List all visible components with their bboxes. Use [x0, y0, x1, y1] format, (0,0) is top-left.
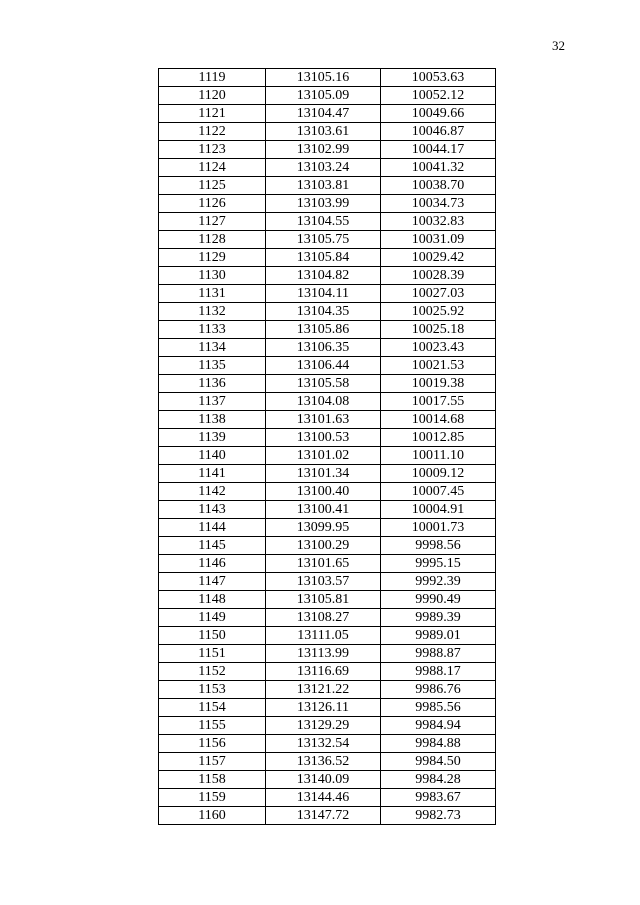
y-coordinate-cell: 9995.15: [381, 555, 496, 573]
table-row: [159, 537, 496, 555]
x-coordinate-cell: 13105.81: [266, 591, 381, 609]
y-coordinate-cell: 10025.92: [381, 303, 496, 321]
y-coordinate-cell: 9982.73: [381, 807, 496, 825]
table-row: [159, 249, 496, 267]
x-coordinate-cell: 13104.47: [266, 105, 381, 123]
point-id-cell: 1138: [159, 411, 266, 429]
x-coordinate-cell: 13099.95: [266, 519, 381, 537]
point-id-cell: 1123: [159, 141, 266, 159]
y-coordinate-cell: 10046.87: [381, 123, 496, 141]
point-id-cell: 1131: [159, 285, 266, 303]
y-coordinate-cell: 10027.03: [381, 285, 496, 303]
y-coordinate-cell: 10034.73: [381, 195, 496, 213]
table-row: [159, 609, 496, 627]
point-id-cell: 1128: [159, 231, 266, 249]
point-id-cell: 1155: [159, 717, 266, 735]
point-id-cell: 1154: [159, 699, 266, 717]
y-coordinate-cell: 9998.56: [381, 537, 496, 555]
x-coordinate-cell: 13103.81: [266, 177, 381, 195]
x-coordinate-cell: 13105.86: [266, 321, 381, 339]
x-coordinate-cell: 13108.27: [266, 609, 381, 627]
table-row: [159, 141, 496, 159]
x-coordinate-cell: 13100.29: [266, 537, 381, 555]
x-coordinate-cell: 13105.16: [266, 69, 381, 87]
point-id-cell: 1147: [159, 573, 266, 591]
y-coordinate-cell: 10009.12: [381, 465, 496, 483]
table-row: [159, 357, 496, 375]
y-coordinate-cell: 10053.63: [381, 69, 496, 87]
table-row: [159, 105, 496, 123]
y-coordinate-cell: 10007.45: [381, 483, 496, 501]
y-coordinate-cell: 10021.53: [381, 357, 496, 375]
table-row: [159, 501, 496, 519]
table-row: [159, 483, 496, 501]
point-id-cell: 1160: [159, 807, 266, 825]
table-row: [159, 267, 496, 285]
point-id-cell: 1153: [159, 681, 266, 699]
x-coordinate-cell: 13105.58: [266, 375, 381, 393]
y-coordinate-cell: 10012.85: [381, 429, 496, 447]
point-id-cell: 1119: [159, 69, 266, 87]
x-coordinate-cell: 13105.75: [266, 231, 381, 249]
table-row: [159, 681, 496, 699]
x-coordinate-cell: 13104.11: [266, 285, 381, 303]
y-coordinate-cell: 9984.88: [381, 735, 496, 753]
point-id-cell: 1120: [159, 87, 266, 105]
x-coordinate-cell: 13105.84: [266, 249, 381, 267]
table-row: [159, 753, 496, 771]
x-coordinate-cell: 13126.11: [266, 699, 381, 717]
y-coordinate-cell: 10014.68: [381, 411, 496, 429]
x-coordinate-cell: 13113.99: [266, 645, 381, 663]
y-coordinate-cell: 10029.42: [381, 249, 496, 267]
x-coordinate-cell: 13116.69: [266, 663, 381, 681]
table-row: [159, 429, 496, 447]
point-id-cell: 1134: [159, 339, 266, 357]
table-row: [159, 87, 496, 105]
y-coordinate-cell: 10052.12: [381, 87, 496, 105]
x-coordinate-cell: 13104.35: [266, 303, 381, 321]
x-coordinate-cell: 13140.09: [266, 771, 381, 789]
point-id-cell: 1148: [159, 591, 266, 609]
y-coordinate-cell: 9988.87: [381, 645, 496, 663]
y-coordinate-cell: 10025.18: [381, 321, 496, 339]
table-row: [159, 339, 496, 357]
y-coordinate-cell: 9983.67: [381, 789, 496, 807]
y-coordinate-cell: 10011.10: [381, 447, 496, 465]
table-row: [159, 303, 496, 321]
table-row: [159, 123, 496, 141]
table-row: [159, 195, 496, 213]
y-coordinate-cell: 10032.83: [381, 213, 496, 231]
table-row: [159, 591, 496, 609]
table-row: [159, 699, 496, 717]
x-coordinate-cell: 13101.34: [266, 465, 381, 483]
point-id-cell: 1151: [159, 645, 266, 663]
table-row: [159, 735, 496, 753]
point-id-cell: 1137: [159, 393, 266, 411]
y-coordinate-cell: 9984.50: [381, 753, 496, 771]
table-row: [159, 789, 496, 807]
table-row: [159, 663, 496, 681]
table-row: [159, 573, 496, 591]
point-id-cell: 1158: [159, 771, 266, 789]
x-coordinate-cell: 13104.55: [266, 213, 381, 231]
table-row: [159, 177, 496, 195]
x-coordinate-cell: 13104.08: [266, 393, 381, 411]
page-number: 32: [552, 38, 565, 53]
table-row: [159, 375, 496, 393]
point-id-cell: 1125: [159, 177, 266, 195]
table-row: [159, 447, 496, 465]
point-id-cell: 1157: [159, 753, 266, 771]
table-row: [159, 411, 496, 429]
table-row: [159, 231, 496, 249]
y-coordinate-cell: 10001.73: [381, 519, 496, 537]
x-coordinate-cell: 13147.72: [266, 807, 381, 825]
point-id-cell: 1129: [159, 249, 266, 267]
point-id-cell: 1140: [159, 447, 266, 465]
y-coordinate-cell: 10031.09: [381, 231, 496, 249]
point-id-cell: 1121: [159, 105, 266, 123]
x-coordinate-cell: 13111.05: [266, 627, 381, 645]
y-coordinate-cell: 10041.32: [381, 159, 496, 177]
point-id-cell: 1132: [159, 303, 266, 321]
table-row: [159, 807, 496, 825]
point-id-cell: 1149: [159, 609, 266, 627]
point-id-cell: 1152: [159, 663, 266, 681]
y-coordinate-cell: 10017.55: [381, 393, 496, 411]
point-id-cell: 1126: [159, 195, 266, 213]
point-id-cell: 1144: [159, 519, 266, 537]
point-id-cell: 1122: [159, 123, 266, 141]
x-coordinate-cell: 13101.65: [266, 555, 381, 573]
x-coordinate-cell: 13106.44: [266, 357, 381, 375]
point-id-cell: 1135: [159, 357, 266, 375]
point-id-cell: 1146: [159, 555, 266, 573]
x-coordinate-cell: 13105.09: [266, 87, 381, 105]
y-coordinate-cell: 10019.38: [381, 375, 496, 393]
y-coordinate-cell: 9992.39: [381, 573, 496, 591]
y-coordinate-cell: 9984.94: [381, 717, 496, 735]
table-row: [159, 213, 496, 231]
y-coordinate-cell: 10044.17: [381, 141, 496, 159]
point-id-cell: 1124: [159, 159, 266, 177]
coordinate-table-body: [159, 69, 496, 825]
point-id-cell: 1156: [159, 735, 266, 753]
x-coordinate-cell: 13102.99: [266, 141, 381, 159]
x-coordinate-cell: 13101.63: [266, 411, 381, 429]
table-row: [159, 159, 496, 177]
x-coordinate-cell: 13103.99: [266, 195, 381, 213]
y-coordinate-cell: 10038.70: [381, 177, 496, 195]
y-coordinate-cell: 9984.28: [381, 771, 496, 789]
x-coordinate-cell: 13144.46: [266, 789, 381, 807]
x-coordinate-cell: 13103.57: [266, 573, 381, 591]
y-coordinate-cell: 9989.01: [381, 627, 496, 645]
x-coordinate-cell: 13100.40: [266, 483, 381, 501]
table-row: [159, 465, 496, 483]
table-row: [159, 645, 496, 663]
y-coordinate-cell: 9988.17: [381, 663, 496, 681]
y-coordinate-cell: 10023.43: [381, 339, 496, 357]
x-coordinate-cell: 13103.61: [266, 123, 381, 141]
table-row: [159, 771, 496, 789]
table-row: [159, 321, 496, 339]
x-coordinate-cell: 13121.22: [266, 681, 381, 699]
y-coordinate-cell: 9989.39: [381, 609, 496, 627]
y-coordinate-cell: 10004.91: [381, 501, 496, 519]
x-coordinate-cell: 13100.41: [266, 501, 381, 519]
x-coordinate-cell: 13136.52: [266, 753, 381, 771]
point-id-cell: 1130: [159, 267, 266, 285]
table-row: [159, 717, 496, 735]
x-coordinate-cell: 13101.02: [266, 447, 381, 465]
point-id-cell: 1139: [159, 429, 266, 447]
table-row: [159, 519, 496, 537]
x-coordinate-cell: 13103.24: [266, 159, 381, 177]
table-row: [159, 393, 496, 411]
x-coordinate-cell: 13100.53: [266, 429, 381, 447]
table-row: [159, 69, 496, 87]
x-coordinate-cell: 13106.35: [266, 339, 381, 357]
x-coordinate-cell: 13129.29: [266, 717, 381, 735]
point-id-cell: 1143: [159, 501, 266, 519]
point-id-cell: 1133: [159, 321, 266, 339]
point-id-cell: 1136: [159, 375, 266, 393]
y-coordinate-cell: 9990.49: [381, 591, 496, 609]
point-id-cell: 1142: [159, 483, 266, 501]
point-id-cell: 1150: [159, 627, 266, 645]
x-coordinate-cell: 13104.82: [266, 267, 381, 285]
table-row: [159, 627, 496, 645]
y-coordinate-cell: 9985.56: [381, 699, 496, 717]
table-row: [159, 555, 496, 573]
y-coordinate-cell: 10049.66: [381, 105, 496, 123]
coordinate-table: [158, 68, 496, 825]
point-id-cell: 1145: [159, 537, 266, 555]
y-coordinate-cell: 9986.76: [381, 681, 496, 699]
table-row: [159, 285, 496, 303]
point-id-cell: 1141: [159, 465, 266, 483]
point-id-cell: 1159: [159, 789, 266, 807]
point-id-cell: 1127: [159, 213, 266, 231]
y-coordinate-cell: 10028.39: [381, 267, 496, 285]
x-coordinate-cell: 13132.54: [266, 735, 381, 753]
